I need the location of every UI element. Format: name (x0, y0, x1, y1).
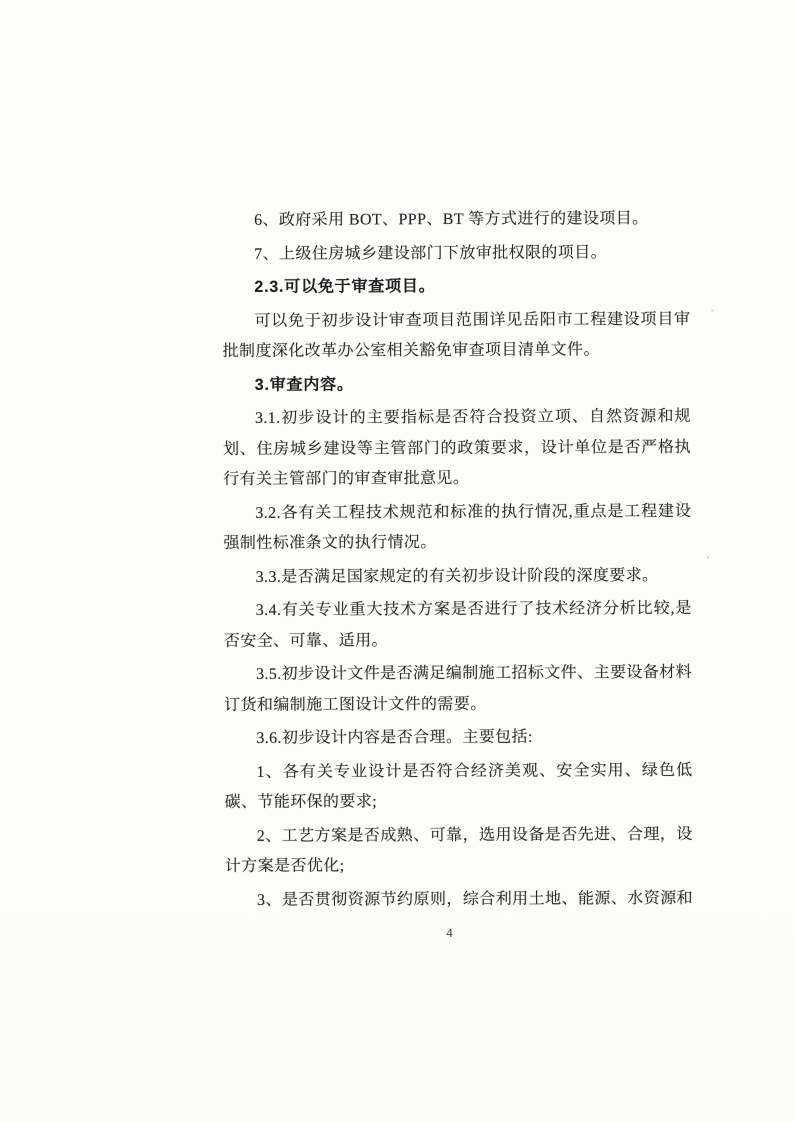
paragraph: 3.5.初步设计文件是否满足编制施工招标文件、主要设备材料订货和编制施工图设计文件的需要。 (224, 663, 693, 714)
list-item: 1、各有关专业设计是否符合经济美观、安全实用、绿色低碳、节能环保的要求; (224, 761, 693, 812)
paragraph: 3.2.各有关工程技术规范和标准的执行情况,重点是工程建设强制性标准条文的执行情况。 (223, 502, 692, 553)
list-item: 3、是否贯彻资源节约原则，综合利用土地、能源、水资源和 (256, 889, 694, 909)
paragraph: 3.4.有关专业重大技术方案是否进行了技术经济分析比较,是否安全、可靠、适用。 (223, 599, 692, 650)
scan-speckle (679, 501, 682, 503)
scan-speckle (707, 556, 709, 559)
document-body (222, 204, 693, 919)
scan-speckle (711, 309, 714, 312)
list-item: 2、工艺方案是否成熟、可靠，选用设备是否先进、合理，设计方案是否优化; (224, 825, 693, 876)
section-heading: 3.审查内容。 (254, 375, 354, 394)
list-item: 7、上级住房城乡建设部门下放审批权限的项目。 (254, 243, 608, 263)
section-heading: 2.3.可以免于审查项目。 (254, 278, 436, 296)
paragraph: 3.3.是否满足国家规定的有关初步设计阶段的深度要求。 (255, 566, 659, 586)
list-item: 6、政府采用 BOT、PPP、BT 等方式进行的建设项目。 (254, 210, 649, 229)
paragraph: 可以免于初步设计审查项目范围详见岳阳市工程建设项目审批制度深化改革办公室相关豁免审查项目清单文件。 (222, 310, 691, 361)
page-number: 4 (446, 926, 453, 940)
paragraph: 3.1.初步设计的主要指标是否符合投资立项、自然资源和规划、住房城乡建设等主管部门的政策要求，设计单位是否严格执行有关主管部门的审查审批意见。 (223, 407, 692, 489)
paragraph: 3.6.初步设计内容是否合理。主要包括: (256, 728, 533, 747)
